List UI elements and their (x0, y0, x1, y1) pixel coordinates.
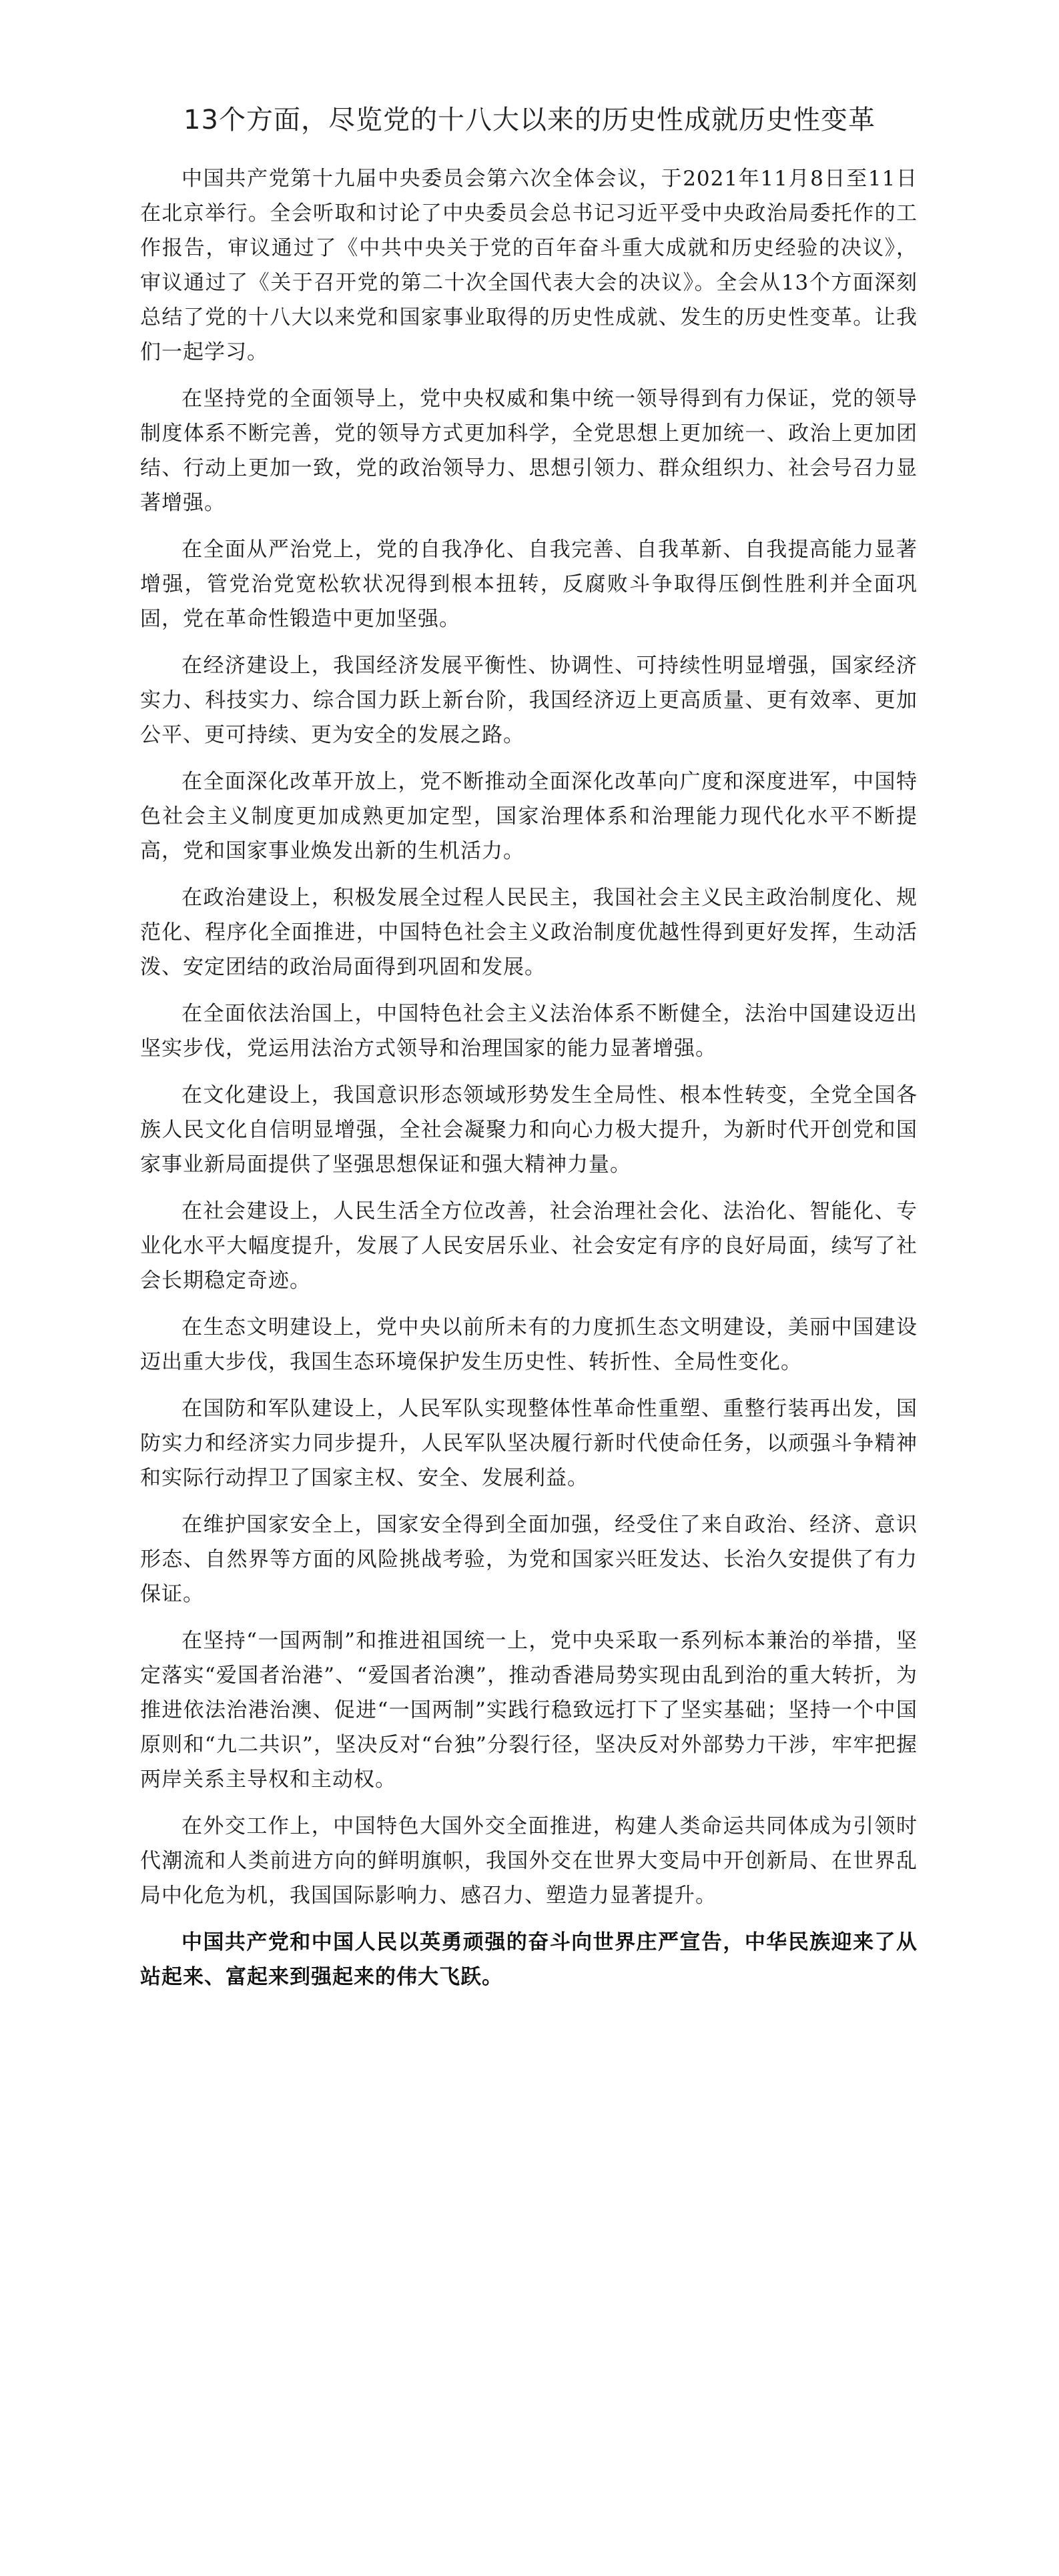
paragraph-ecology: 在生态文明建设上，党中央以前所未有的力度抓生态文明建设，美丽中国建设迈出重大步伐，我国生态环境保护发生历史性、转折性、全局性变化。 (140, 1315, 918, 1374)
paragraph-party-leadership: 在坚持党的全面领导上，党中央权威和集中统一领导得到有力保证，党的领导制度体系不断完善，党的领导方式更加科学，全党思想上更加统一、政治上更加团结、行动上更加一致，党的政治领导力、思想引领力、群众组织力、社会号召力显著增强。 (140, 387, 918, 515)
article-title: 13个方面，尽览党的十八大以来的历史性成就历史性变革 (184, 105, 875, 135)
paragraph-closing: 中国共产党和中国人民以英勇顽强的奋斗向世界庄严宣告，中华民族迎来了从站起来、富起来到强起来的伟大飞跃。 (140, 1930, 918, 1989)
article-body (140, 161, 918, 2006)
paragraph-one-country-two-systems: 在坚持“一国两制”和推进祖国统一上，党中央采取一系列标本兼治的举措，坚定落实“爱国者治港”、“爱国者治澳”，推动香港局势实现由乱到治的重大转折，为推进依法治港治澳、促进“一国两制”实践行稳致远打下了坚实基础；坚持一个中国原则和“九二共识”，坚决反对“台独”分裂行径，坚决反对外部势力干涉，牢牢把握两岸关系主导权和主动权。 (140, 1629, 918, 1792)
paragraph-intro: 中国共产党第十九届中央委员会第六次全体会议，于2021年11月8日至11日在北京举行。全会听取和讨论了中央委员会总书记习近平受中央政治局委托作的工作报告，审议通过了《中共中央关于党的百年奋斗重大成就和历史经验的决议》，审议通过了《关于召开党的第二十次全国代表大会的决议》。全会从13个方面深刻总结了党的十八大以来党和国家事业取得的历史性成就、发生的历史性变革。让我们一起学习。 (140, 167, 918, 364)
paragraph-economy: 在经济建设上，我国经济发展平衡性、协调性、可持续性明显增强，国家经济实力、科技实力、综合国力跃上新台阶，我国经济迈上更高质量、更有效率、更加公平、更可持续、更为安全的发展之路。 (140, 654, 918, 747)
paragraph-society: 在社会建设上，人民生活全方位改善，社会治理社会化、法治化、智能化、专业化水平大幅度提升，发展了人民安居乐业、社会安定有序的良好局面，续写了社会长期稳定奇迹。 (140, 1199, 918, 1293)
paragraph-culture: 在文化建设上，我国意识形态领域形势发生全局性、根本性转变，全党全国各族人民文化自信明显增强，全社会凝聚力和向心力极大提升，为新时代开创党和国家事业新局面提供了坚强思想保证和强大精神力量。 (140, 1083, 918, 1177)
paragraph-defense: 在国防和军队建设上，人民军队实现整体性革命性重塑、重整行装再出发，国防实力和经济实力同步提升，人民军队坚决履行新时代使命任务，以顽强斗争精神和实际行动捍卫了国家主权、安全、发展利益。 (140, 1397, 918, 1490)
paragraph-diplomacy: 在外交工作上，中国特色大国外交全面推进，构建人类命运共同体成为引领时代潮流和人类前进方向的鲜明旗帜，我国外交在世界大变局中开创新局、在世界乱局中化危为机，我国国际影响力、感召力、塑造力显著提升。 (140, 1814, 918, 1908)
paragraph-security: 在维护国家安全上，国家安全得到全面加强，经受住了来自政治、经济、意识形态、自然界等方面的风险挑战考验，为党和国家兴旺发达、长治久安提供了有力保证。 (140, 1513, 918, 1606)
paragraph-party-governance: 在全面从严治党上，党的自我净化、自我完善、自我革新、自我提高能力显著增强，管党治党宽松软状况得到根本扭转，反腐败斗争取得压倒性胜利并全面巩固，党在革命性锻造中更加坚强。 (140, 538, 918, 631)
paragraph-politics: 在政治建设上，积极发展全过程人民民主，我国社会主义民主政治制度化、规范化、程序化全面推进，中国特色社会主义政治制度优越性得到更好发挥，生动活泼、安定团结的政治局面得到巩固和发展。 (140, 886, 918, 979)
paragraph-reform: 在全面深化改革开放上，党不断推动全面深化改革向广度和深度进军，中国特色社会主义制度更加成熟更加定型，国家治理体系和治理能力现代化水平不断提高，党和国家事业焕发出新的生机活力。 (140, 770, 918, 863)
paragraph-rule-of-law: 在全面依法治国上，中国特色社会主义法治体系不断健全，法治中国建设迈出坚实步伐，党运用法治方式领导和治理国家的能力显著增强。 (140, 1002, 918, 1061)
